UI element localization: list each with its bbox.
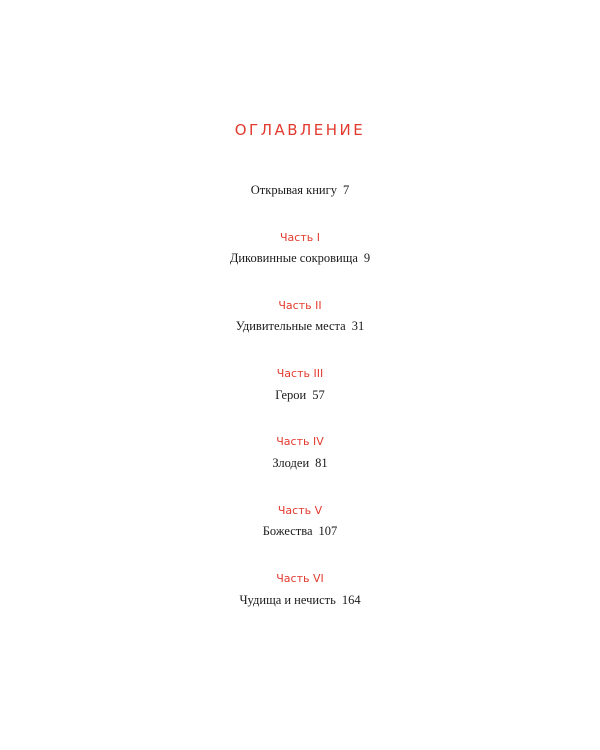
toc-entry-page: 107 bbox=[318, 524, 338, 538]
toc-entry-part-4[interactable] bbox=[0, 455, 600, 471]
toc-entry-title: Открывая книгу bbox=[250, 183, 337, 197]
toc-entry-title: Божества bbox=[262, 524, 313, 538]
part-label-6: Часть VI bbox=[276, 572, 324, 585]
part-label-1: Часть I bbox=[280, 231, 320, 244]
toc-heading: ОГЛАВЛЕНИЕ bbox=[234, 121, 366, 139]
toc-entry-page: 81 bbox=[315, 456, 328, 470]
toc-entry-page: 7 bbox=[342, 183, 350, 197]
toc-entry-title: Удивительные места bbox=[235, 319, 346, 333]
toc-entry-part-6[interactable] bbox=[0, 592, 600, 608]
part-label-5: Часть V bbox=[277, 504, 323, 517]
part-label-2: Часть II bbox=[278, 299, 322, 312]
toc-entry-title: Злодеи bbox=[272, 456, 310, 470]
toc-entry-intro[interactable] bbox=[0, 182, 600, 198]
part-label-3: Часть III bbox=[276, 367, 324, 380]
part-label-4: Часть IV bbox=[276, 435, 324, 448]
toc-entry-title: Диковинные сокровища bbox=[229, 251, 358, 265]
toc-entry-part-5[interactable] bbox=[0, 523, 600, 539]
toc-entry-part-2[interactable] bbox=[0, 318, 600, 334]
toc-entry-page: 57 bbox=[312, 388, 325, 402]
toc-entry-part-1[interactable] bbox=[0, 250, 600, 266]
toc-entry-part-3[interactable] bbox=[0, 387, 600, 403]
toc-entry-page: 164 bbox=[341, 593, 361, 607]
toc-entry-title: Герои bbox=[275, 388, 307, 402]
toc-entry-page: 9 bbox=[363, 251, 371, 265]
toc-entry-page: 31 bbox=[351, 319, 365, 333]
toc-entry-title: Чудища и нечисть bbox=[239, 593, 336, 607]
